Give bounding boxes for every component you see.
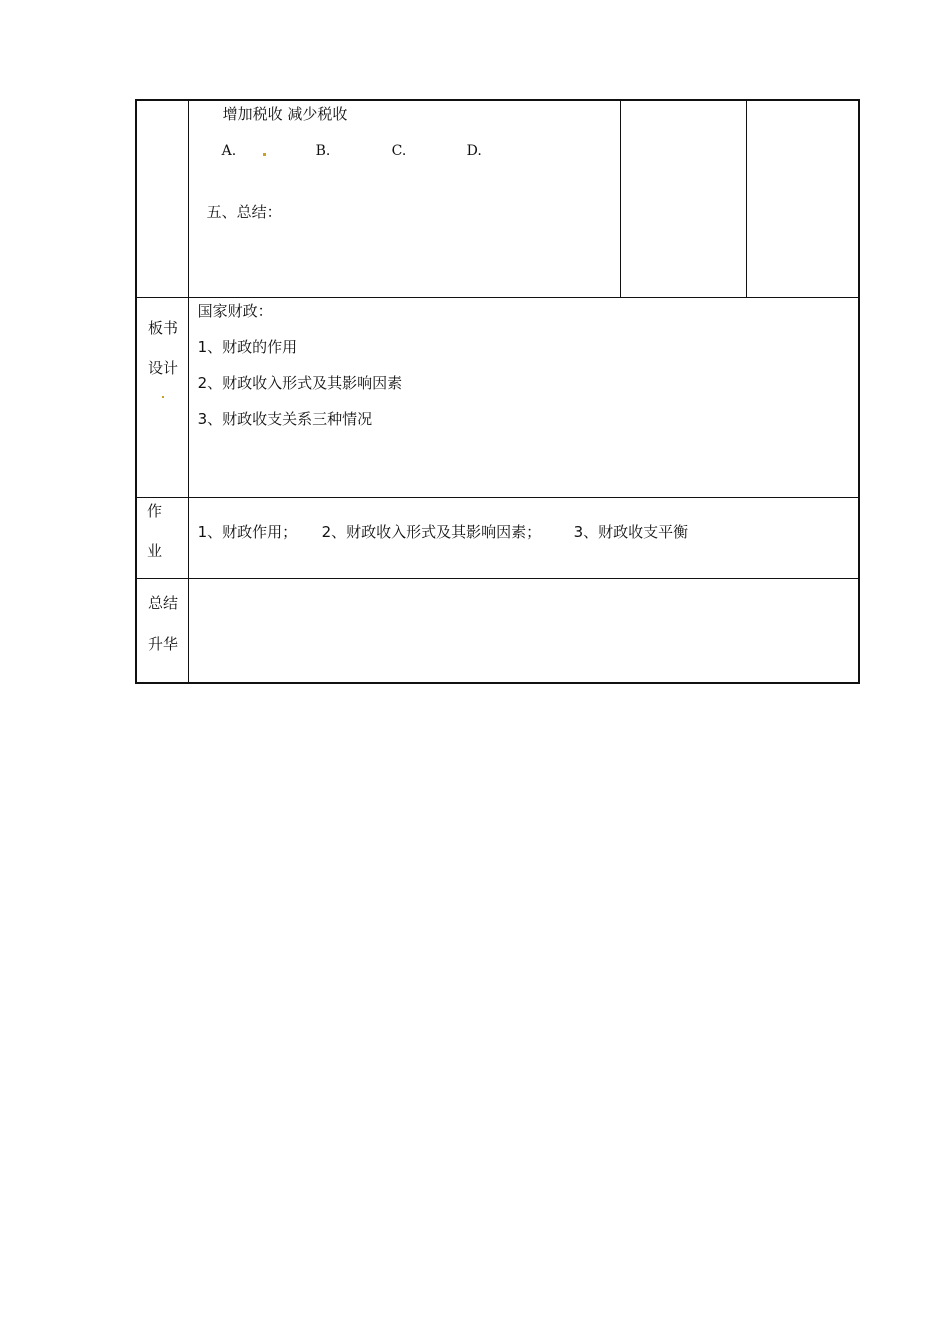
exercise-content-cell	[188, 100, 620, 298]
summary-label-bottom: 升华	[148, 635, 179, 653]
lesson-plan-table	[135, 99, 860, 684]
board-design-label-bottom: 设计	[148, 359, 179, 377]
board-item-3: 3、财政收支关系三种情况	[197, 410, 373, 428]
homework-row	[136, 498, 859, 579]
homework-label-cell	[136, 498, 188, 579]
exercise-extra-cell-a	[620, 100, 746, 298]
exercise-label-cell	[136, 100, 188, 298]
highlight-dot	[263, 153, 266, 156]
exercise-row	[136, 100, 859, 298]
tax-options-line: 增加税收 减少税收	[222, 105, 348, 123]
summary-heading: 五、总结：	[206, 203, 282, 221]
exercise-extra-cell-b	[747, 100, 859, 298]
summary-row	[136, 579, 859, 684]
board-design-content-cell	[188, 298, 859, 498]
homework-item-3: 3、财政收支平衡	[573, 523, 689, 541]
board-item-1: 1、财政的作用	[197, 338, 298, 356]
board-design-label-top: 板书	[148, 319, 179, 337]
option-d: D.	[466, 143, 482, 159]
summary-label-cell	[136, 579, 188, 684]
homework-label-top: 作	[147, 502, 163, 520]
homework-content-cell	[188, 498, 859, 579]
homework-item-2: 2、财政收入形式及其影响因素；	[321, 523, 542, 541]
option-c: C.	[391, 143, 407, 159]
board-design-row	[136, 298, 859, 498]
option-a: A.	[221, 143, 237, 159]
summary-label-top: 总结	[148, 594, 179, 612]
board-design-label-cell	[136, 298, 188, 498]
option-b: B.	[315, 143, 331, 159]
summary-content-cell	[188, 579, 859, 684]
homework-label-bottom: 业	[147, 542, 163, 560]
highlight-dot	[162, 396, 164, 398]
board-item-2: 2、财政收入形式及其影响因素	[197, 374, 403, 392]
homework-item-1: 1、财政作用；	[197, 523, 298, 541]
board-title: 国家财政：	[197, 302, 273, 320]
